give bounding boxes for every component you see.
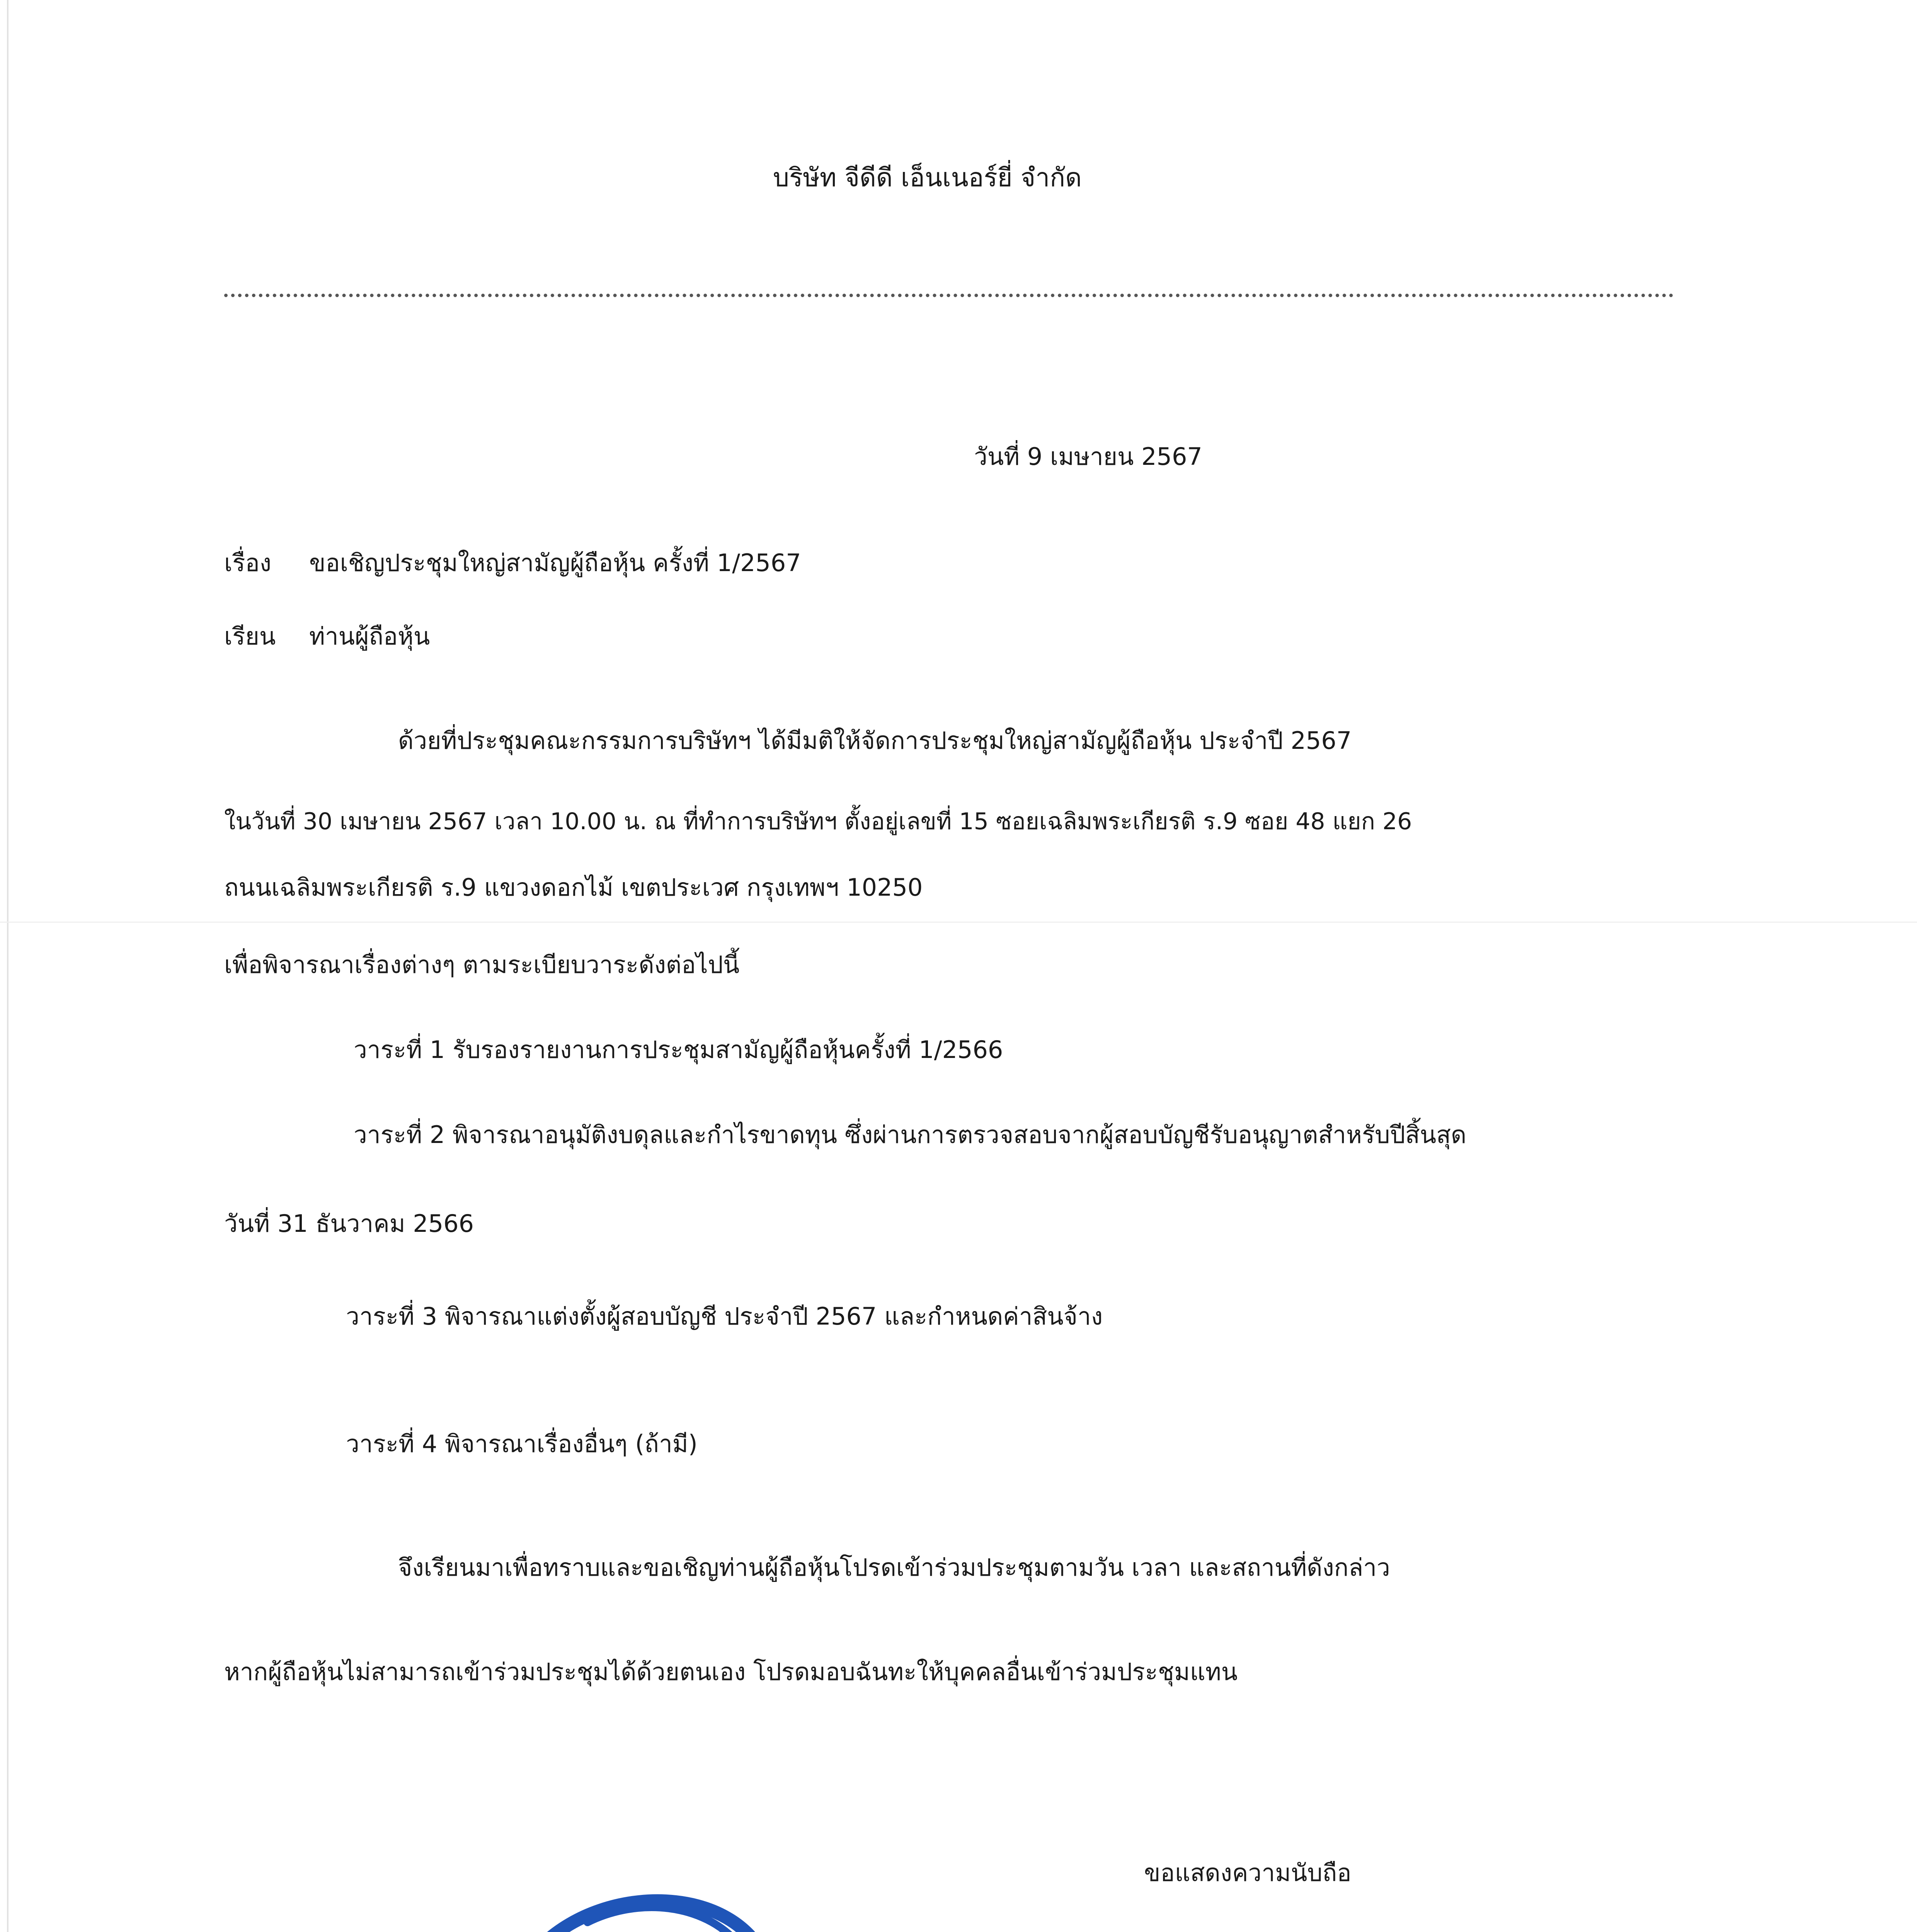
closing-line: หากผู้ถือหุ้นไม่สามารถเข้าร่วมประชุมได้ด้วยตนเอง โปรดมอบฉันทะให้บุคคลอื่นเข้าร่วมประชุมแทน	[224, 1658, 1238, 1686]
closing-line: จึงเรียนมาเพื่อทราบและขอเชิญท่านผู้ถือหุ้นโปรดเข้าร่วมประชุมตามวัน เวลา และสถานที่ดังกล่าว	[398, 1553, 1390, 1582]
letter-date: วันที่ 9 เมษายน 2567	[974, 442, 1202, 471]
regards-text: ขอแสดงความนับถือ	[1144, 1859, 1352, 1887]
intro-line: ถนนเฉลิมพระเกียรติ ร.9 แขวงดอกไม้ เขตประเวศ กรุงเทพฯ 10250	[224, 873, 923, 901]
intro-line: ในวันที่ 30 เมษายน 2567 เวลา 10.00 น. ณ ที่ทำการบริษัทฯ ตั้งอยู่เลขที่ 15 ซอยเฉลิมพระเกียรติ ร.9 ซอย 48 แยก 26	[224, 808, 1412, 835]
scan-artifact-line	[0, 922, 1917, 923]
agenda-item: วาระที่ 2 พิจารณาอนุมัติงบดุลและกำไรขาดทุน ซึ่งผ่านการตรวจสอบจากผู้สอบบัญชีรับอนุญาตสำหรับปีสิ้นสุด	[354, 1121, 1467, 1149]
agenda-item: วาระที่ 3 พิจารณาแต่งตั้งผู้สอบบัญชี ประจำปี 2567 และกำหนดค่าสินจ้าง	[346, 1302, 1103, 1330]
to-text: ท่านผู้ถือหุ้น	[309, 622, 430, 650]
intro-line: เพื่อพิจารณาเรื่องต่างๆ ตามระเบียบวาระดังต่อไปนี้	[224, 951, 740, 979]
subject-label: เรื่อง	[224, 549, 272, 577]
intro-line: ด้วยที่ประชุมคณะกรรมการบริษัทฯ ได้มีมติให้จัดการประชุมใหญ่สามัญผู้ถือหุ้น ประจำปี 2567	[398, 726, 1352, 755]
subject-text: ขอเชิญประชุมใหญ่สามัญผู้ถือหุ้น ครั้งที่ 1/2567	[309, 549, 801, 577]
agenda-item: วาระที่ 4 พิจารณาเรื่องอื่นๆ (ถ้ามี)	[346, 1430, 698, 1458]
company-stamp	[456, 1855, 827, 1932]
company-name-header: บริษัท จีดีดี เอ็นเนอร์ยี่ จำกัด	[773, 163, 1082, 192]
scan-edge	[7, 0, 9, 1932]
to-label: เรียน	[224, 622, 276, 650]
agenda-item-continuation: วันที่ 31 ธันวาคม 2566	[224, 1209, 474, 1238]
header-dotted-divider	[224, 294, 1674, 297]
agenda-item: วาระที่ 1 รับรองรายงานการประชุมสามัญผู้ถือหุ้นครั้งที่ 1/2566	[354, 1036, 1003, 1064]
gdd-swoosh-icon	[456, 1855, 827, 1932]
